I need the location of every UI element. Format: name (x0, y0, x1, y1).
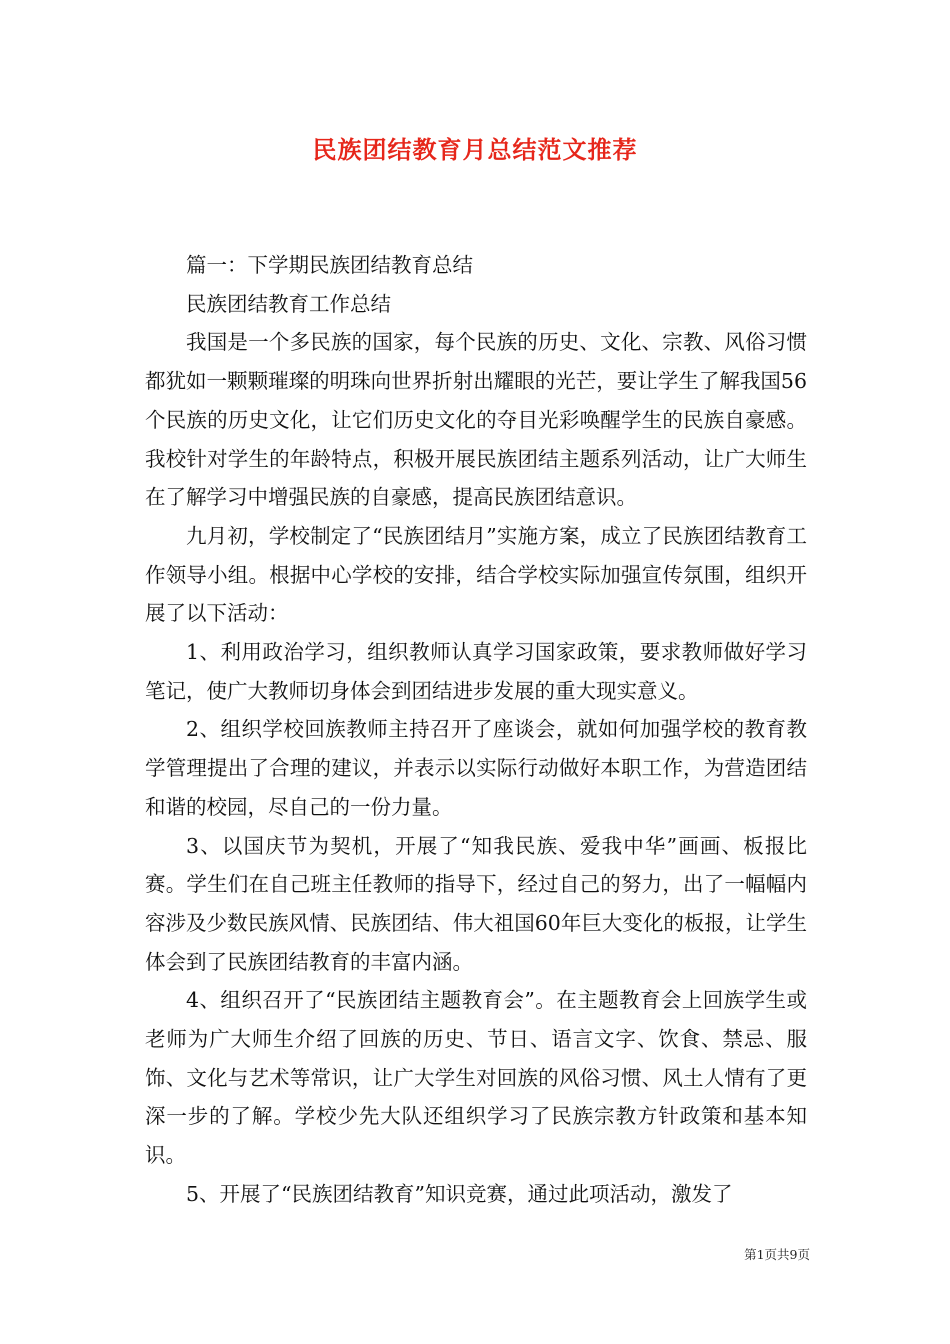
document-body (145, 246, 807, 1214)
page-number-label: 第1页共9页 (744, 1247, 810, 1262)
paragraph-item-5: 5、开展了“民族团结教育”知识竞赛，通过此项活动，激发了 (186, 1181, 733, 1206)
page-number-footer (710, 1246, 810, 1264)
paragraph-item-4: 4、组织召开了“民族团结主题教育会”。在主题教育会上回族学生或老师为广大师生介绍了回族的历史、节日、语言文字、饮食、禁忌、服饰、文化与艺术等常识，让广大学生对回族的风俗习惯、风土人情有了更深一步的了解。学校少先大队还组织学习了民族宗教方针政策和基本知识。 (145, 988, 807, 1168)
paragraph-item-1: 1、利用政治学习，组织教师认真学习国家政策，要求教师做好学习笔记，使广大教师切身体会到团结进步发展的重大现实意义。 (145, 640, 807, 703)
paragraph-september: 九月初，学校制定了“民族团结月”实施方案，成立了民族团结教育工作领导小组。根据中心学校的安排，结合学校实际加强宣传氛围，组织开展了以下活动： (145, 523, 807, 626)
section-heading: 篇一：下学期民族团结教育总结 (186, 253, 473, 277)
paragraph-item-2: 2、组织学校回族教师主持召开了座谈会，就如何加强学校的教育教学管理提出了合理的建议，并表示以实际行动做好本职工作，为营造团结和谐的校园，尽自己的一份力量。 (145, 717, 807, 819)
paragraph-intro: 我国是一个多民族的国家，每个民族的历史、文化、宗教、风俗习惯都犹如一颗颗璀璨的明珠向世界折射出耀眼的光芒，要让学生了解我国56个民族的历史文化，让它们历史文化的夺目光彩唤醒学生的民族自豪感。我校针对学生的年龄特点，积极开展民族团结主题系列活动，让广大师生在了解学习中增强民族的自豪感，提高民族团结意识。 (145, 330, 807, 510)
paragraph-item-3: 3、以国庆节为契机，开展了“知我民族、爱我中华”画画、板报比赛。学生们在自己班主任教师的指导下，经过自己的努力，出了一幅幅内容涉及少数民族风情、民族团结、伟大祖国60年巨大变化的板报，让学生体会到了民族团结教育的丰富内涵。 (145, 833, 807, 974)
document-title: 民族团结教育月总结范文推荐 (312, 135, 638, 164)
subsection-heading: 民族团结教育工作总结 (186, 291, 391, 316)
